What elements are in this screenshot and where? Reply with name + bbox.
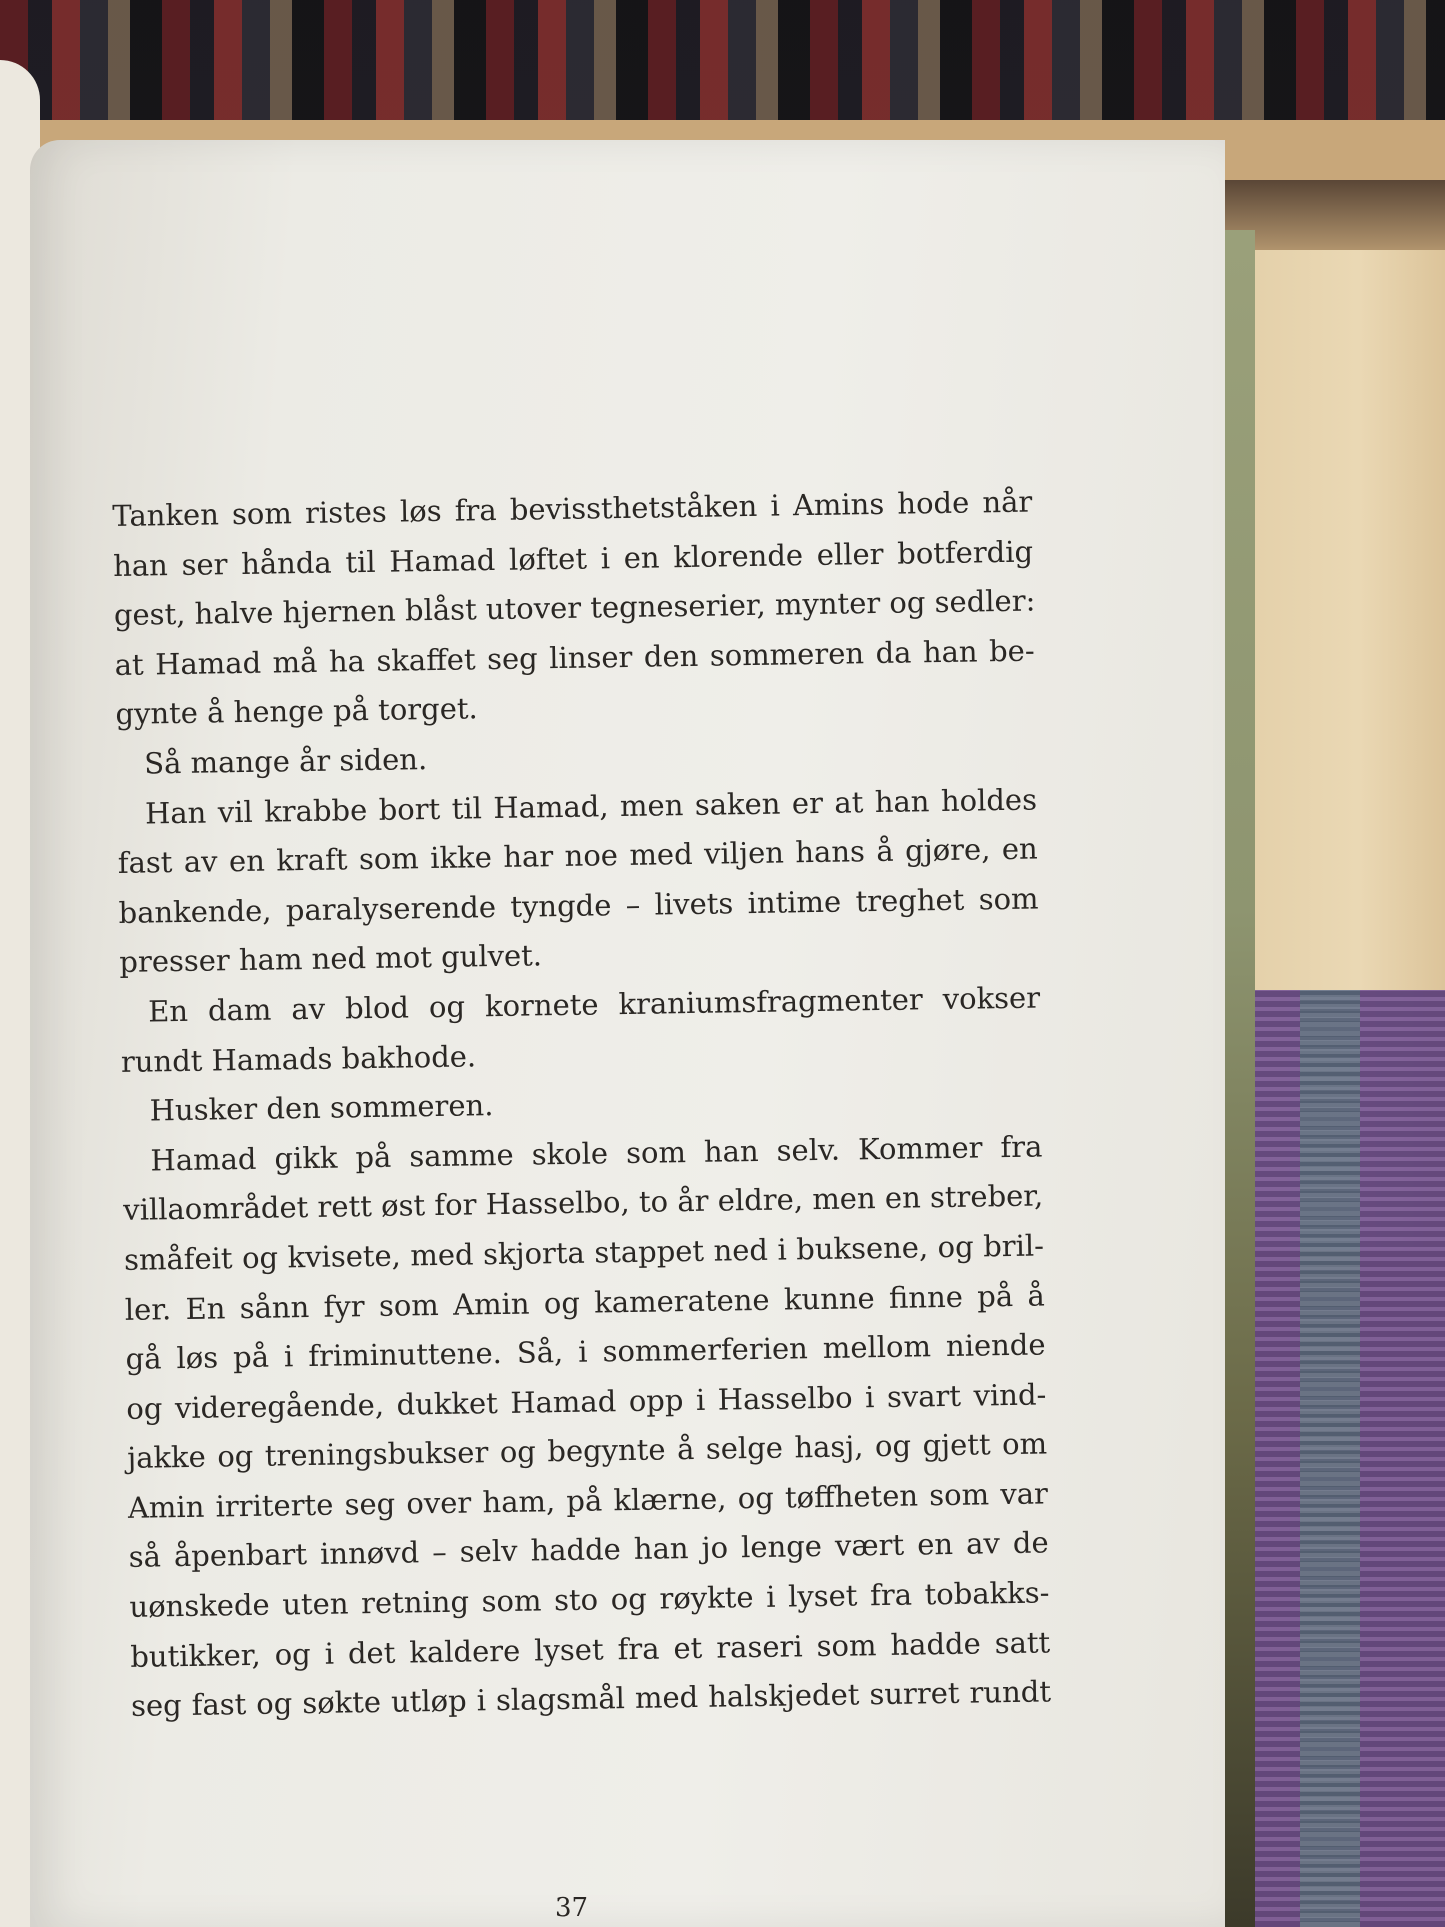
- text-line: og videregående, dukket Hamad opp i Hasselbo i svart vind-: [126, 1377, 1047, 1426]
- text-line: fast av en kraft som ikke har noe med viljen hans å gjøre, en: [117, 831, 1038, 881]
- text-line: Han vil krabbe bort til Hamad, men saken er at han holdes: [144, 782, 1038, 831]
- text-line: gynte å henge på torget.: [115, 691, 478, 732]
- text-line: småfeit og kvisete, med skjorta stappet ned i buksene, og bril-: [123, 1228, 1045, 1277]
- page-body-text: [112, 478, 1051, 1732]
- text-line: rundt Hamads bakhode.: [120, 1038, 477, 1079]
- text-line: gå løs på i friminuttene. Så, i sommerferien mellom niende: [125, 1327, 1046, 1376]
- text-line: villaområdet rett øst for Hasselbo, to år eldre, men en streber,: [123, 1178, 1044, 1228]
- text-line: uønskede uten retning som sto og røykte i lyset fra tobakks-: [129, 1575, 1050, 1624]
- text-line: jakke og treningsbukser og begynte å selge hasj, og gjett om: [126, 1426, 1048, 1476]
- text-line: seg fast og søkte utløp i slagsmål med halskjedet surret rundt: [130, 1674, 1052, 1724]
- text-line: gest, halve hjernen blåst utover tegneserier, mynter og sedler:: [113, 583, 1036, 633]
- text-line: så åpenbart innøvd – selv hadde han jo lenge vært en av de: [128, 1525, 1049, 1575]
- text-line: Husker den sommeren.: [149, 1088, 494, 1128]
- text-line: Hamad gikk på samme skole som han selv. Kommer fra: [150, 1129, 1043, 1178]
- text-line: ler. En sånn fyr som Amin og kameratene kunne finne på å: [124, 1277, 1045, 1327]
- page-number: 37: [555, 1893, 589, 1923]
- text-line: butikker, og i det kaldere lyset fra et raseri som hadde satt: [130, 1625, 1051, 1674]
- text-line: han ser hånda til Hamad løftet i en klorende eller botferdig: [112, 534, 1034, 583]
- text-line: En dam av blod og kornete kraniumsfragmenter vokser: [147, 980, 1041, 1029]
- text-line: Amin irriterte seg over ham, på klærne, og tøffheten som var: [127, 1476, 1049, 1525]
- text-line: presser ham ned mot gulvet.: [119, 938, 543, 980]
- text-line: Så mange år siden.: [144, 742, 428, 781]
- text-line: bankende, paralyserende tyngde – livets intime treghet som: [118, 881, 1039, 930]
- text-line: Tanken som ristes løs fra bevissthetståken i Amins hode når: [112, 484, 1033, 533]
- text-line: at Hamad må ha skaffet seg linser den sommeren da han be-: [114, 633, 1035, 682]
- rug-stripe: [1300, 990, 1360, 1927]
